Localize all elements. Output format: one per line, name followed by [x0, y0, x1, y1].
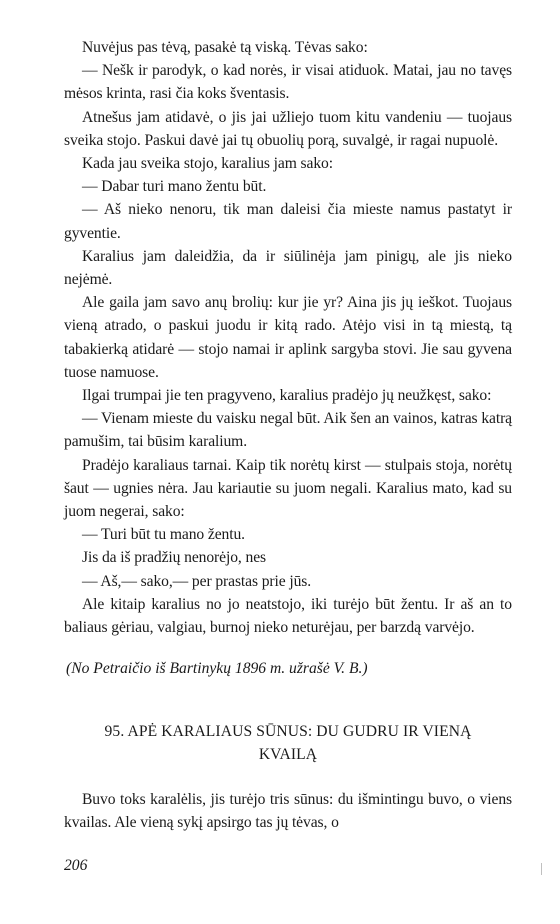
paragraph: — Turi būt tu mano žentu.	[82, 526, 245, 544]
paragraph: Ale kitaip karalius no jo neatstojo, iki turėjo būt žentu. Ir aš an to baliaus gėriau, valgiau, burnoj nieko neturėjau, per barzdą varvėjo.	[64, 595, 512, 637]
page-number: 206	[64, 857, 88, 874]
paragraph: Atnešus jam atidavė, o jis jai užliejo tuom kitu vandeniu — tuojaus sveika stojo. Paskui davė jai tų obuolių porą, suvalgė, ir ragai nupuolė.	[64, 108, 512, 149]
source-credit: (No Petraičio iš Bartinykų 1896 m. užrašė V. B.)	[66, 660, 368, 678]
margin-mark	[540, 863, 543, 875]
paragraph: — Nešk ir parodyk, o kad norės, ir visai atiduok. Matai, jau no tavęs mėsos krinta, rasi čia koks šventasis.	[64, 62, 512, 103]
paragraph: — Vienam mieste du vaisku negal būt. Aik šen an vainos, katras katrą pamušim, tai būsim karalium.	[64, 410, 512, 451]
paragraph: — Aš,— sako,— per prastas prie jūs.	[82, 572, 312, 590]
paragraph: Ilgai trumpai jie ten pragyveno, karalius pradėjo jų neužkęst, sako:	[82, 387, 492, 405]
paragraph: Pradėjo karaliaus tarnai. Kaip tik norėtų kirst — stulpais stoja, norėtų šaut — ugnies nėra. Jau kariautie su juom negali. Karalius mato, kad su juom negerai, sako:	[64, 456, 512, 521]
paragraph: — Dabar turi mano žentu būt.	[82, 178, 267, 196]
page-content	[64, 36, 512, 835]
section-heading	[64, 720, 512, 766]
section-heading-line-1: 95. APĖ KARALIAUS SŪNUS: DU GUDRU IR VIENĄ	[104, 723, 472, 741]
paragraph: — Aš nieko nenoru, tik man daleisi čia mieste namus pastatyt ir gyventie.	[64, 201, 512, 242]
paragraph: Jis da iš pradžių nenorėjo, nes	[82, 549, 266, 567]
paragraph: Kada jau sveika stojo, karalius jam sako:	[82, 155, 333, 173]
paragraph: Ale gaila jam savo anų brolių: kur jie yr? Aina jis jų ieškot. Tuojaus vieną atrado, o paskui juodu ir kitą rado. Atėjo visi in tą miestą, tą tabakierką atidarė — stojo namai ir aplink sargyba stovi. Jie sau gyvena tuose namuose.	[64, 294, 512, 381]
paragraph: Karalius jam daleidžia, da ir siūlinėja jam pinigų, ale jis nieko nejėmė.	[64, 247, 512, 289]
paragraph: Buvo toks karalėlis, jis turėjo tris sūnus: du išmintingu buvo, o viens kvailas. Ale vieną sykį apsirgo tas jų tėvas, o	[64, 791, 512, 832]
paragraph: Nuvėjus pas tėvą, pasakė tą viską. Tėvas sako:	[82, 39, 368, 56]
section-heading-line-2: KVAILĄ	[258, 746, 318, 764]
